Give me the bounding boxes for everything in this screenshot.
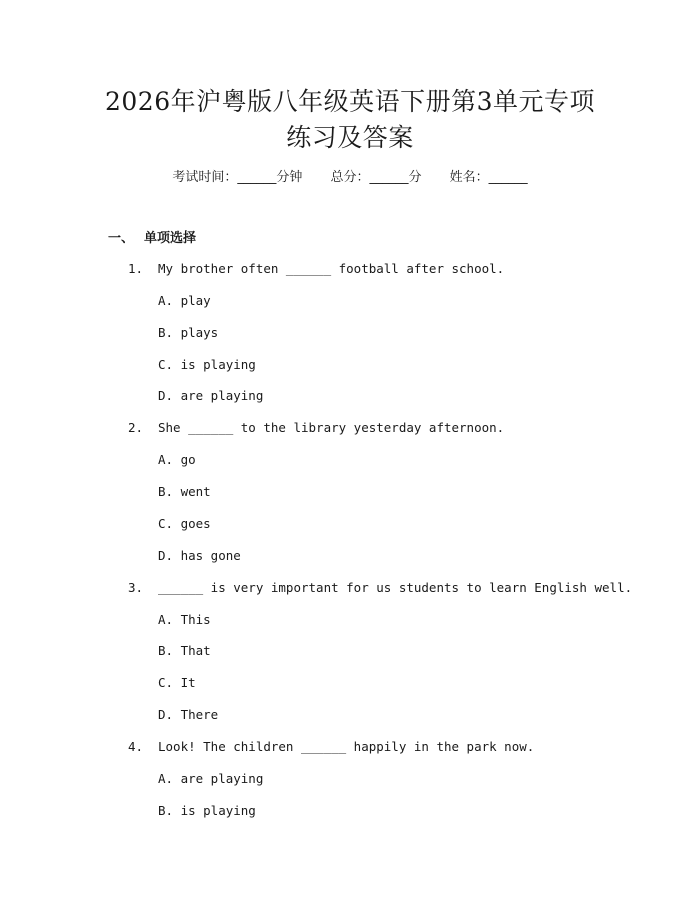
question-1-option-b: B. plays: [158, 325, 219, 340]
exam-time-field: 考试时间：______分钟: [172, 170, 303, 185]
document-title: [0, 84, 700, 156]
question-2-option-d: D. has gone: [158, 548, 241, 563]
question-1: [128, 259, 504, 279]
question-3: [128, 578, 632, 598]
question-2-option-c: C. goes: [158, 516, 211, 531]
section-title: 单项选择: [144, 231, 197, 246]
question-3-option-c: C. It: [158, 675, 196, 690]
question-1-option-c: C. is playing: [158, 357, 256, 372]
title-line-1: 2026年沪粤版八年级英语下册第3单元专项: [104, 87, 596, 116]
question-number: 2.: [128, 420, 144, 435]
question-number: 1.: [128, 261, 144, 276]
question-text: My brother often ______ football after school.: [158, 261, 505, 276]
question-text: ______ is very important for us students to learn English well.: [158, 580, 633, 595]
question-3-option-a: A. This: [158, 612, 211, 627]
question-3-option-d: D. There: [158, 707, 219, 722]
question-4: [128, 737, 534, 757]
question-2: [128, 418, 504, 438]
section-heading: [108, 229, 196, 249]
question-1-option-d: D. are playing: [158, 388, 264, 403]
question-number: 3.: [128, 580, 144, 595]
question-2-option-b: B. went: [158, 484, 211, 499]
question-text: Look! The children ______ happily in the park now.: [158, 739, 535, 754]
student-name-field: 姓名：______: [449, 170, 528, 185]
question-number: 4.: [128, 739, 144, 754]
question-2-option-a: A. go: [158, 452, 196, 467]
question-3-option-b: B. That: [158, 643, 211, 658]
question-1-option-a: A. play: [158, 293, 211, 308]
title-line-2: 练习及答案: [286, 123, 414, 152]
exam-meta-row: [0, 168, 700, 188]
question-4-option-a: A. are playing: [158, 771, 264, 786]
section-number: 一、: [108, 231, 135, 246]
total-score-field: 总分：______分: [330, 170, 422, 185]
question-4-option-b: B. is playing: [158, 803, 256, 818]
question-text: She ______ to the library yesterday afternoon.: [158, 420, 505, 435]
